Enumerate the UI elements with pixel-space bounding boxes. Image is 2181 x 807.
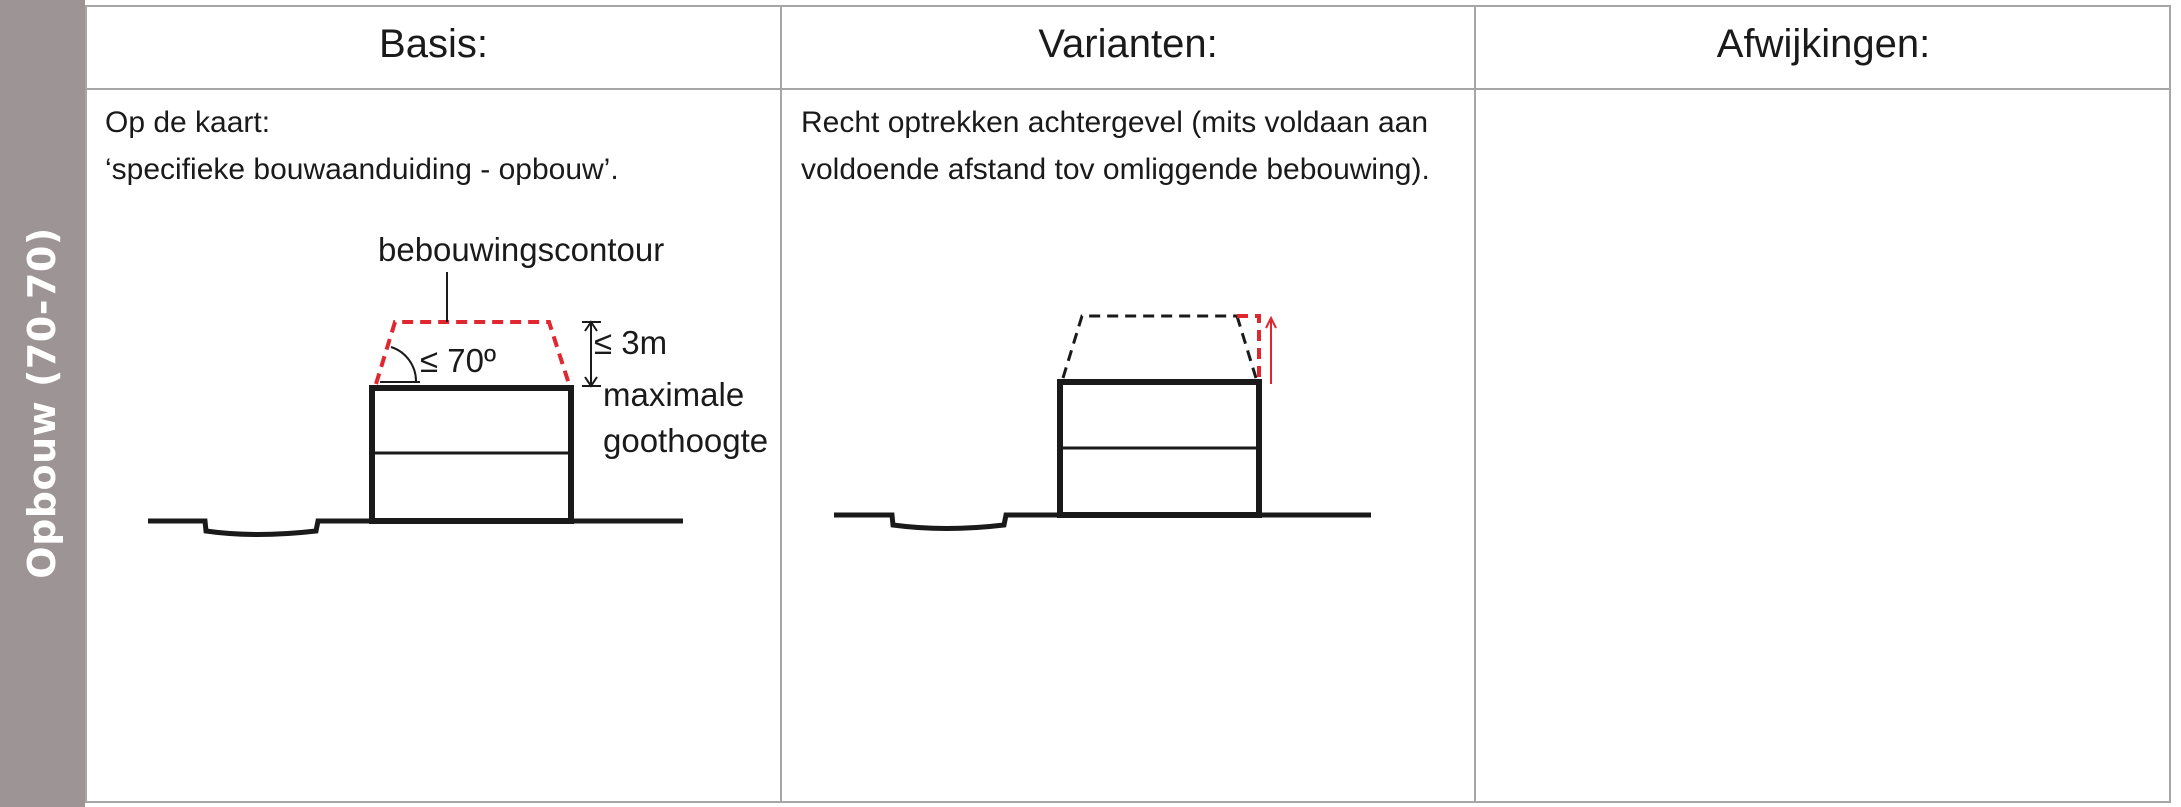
basis-line-1: Op de kaart: <box>105 106 271 139</box>
basis-line-2: ‘specifieke bouwaanduiding - opbouw’. <box>105 153 619 186</box>
eave-label-line-1: maximale <box>603 376 745 413</box>
eave-label-line-2: goothoogte <box>603 422 769 459</box>
contour-label: bebouwingscontour <box>378 231 665 268</box>
angle-label: ≤ 70º <box>420 342 497 379</box>
row-title: Opbouw (70-70) <box>20 227 64 579</box>
varianten-line-2: voldoende afstand tov omliggende bebouwing). <box>801 153 1430 186</box>
varianten-line-1: Recht optrekken achtergevel (mits voldaan aan <box>801 106 1429 139</box>
contour-outline-rear-slope <box>1237 316 1256 378</box>
contour-outline-front <box>1063 316 1237 378</box>
height-label: ≤ 3m <box>594 324 668 361</box>
column-header-varianten: Varianten: <box>1038 22 1218 66</box>
column-header-basis: Basis: <box>379 22 488 66</box>
column-header-afwijkingen: Afwijkingen: <box>1716 22 1931 66</box>
